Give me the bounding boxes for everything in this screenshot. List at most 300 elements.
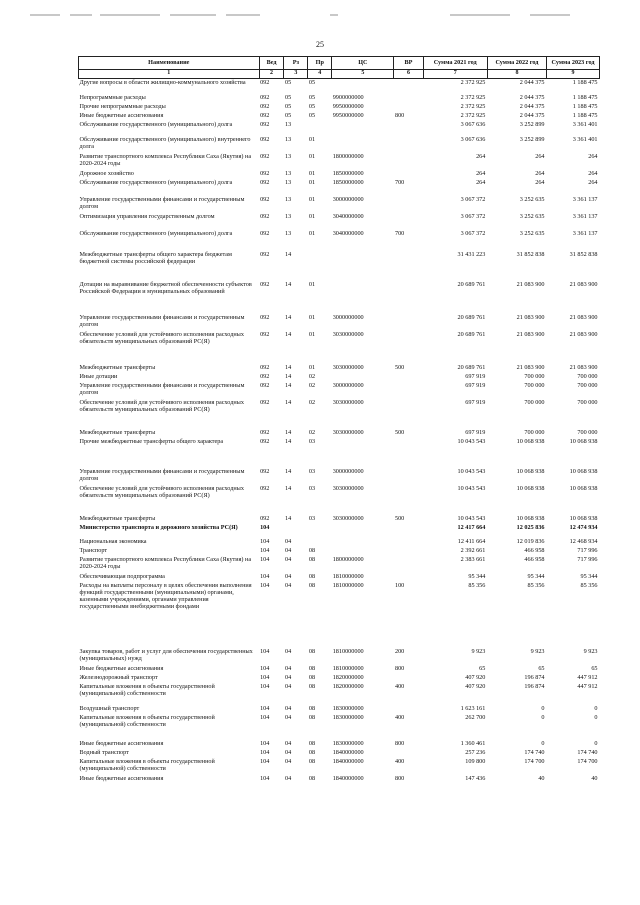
- table-cell-sum-2022: 2 044 375: [519, 79, 545, 86]
- table-cell-cs: 3030000000: [332, 330, 364, 338]
- table-cell-ved: 092: [260, 428, 270, 436]
- table-cell-sum-2022: 0: [541, 739, 545, 747]
- table-cell-name: Министерство транспорта и дорожного хозяйства РС(Я): [79, 523, 238, 531]
- table-cell-pr: [308, 251, 332, 281]
- table-cell-sum-2023: 3 361 401: [572, 135, 598, 143]
- table-cell-cs: [332, 136, 394, 153]
- table-cell-cs: 9950000000: [332, 102, 364, 110]
- table-cell-sum-2021: 3 067 636: [460, 120, 486, 128]
- table-cell-sum-2021: 9 923: [471, 647, 486, 655]
- column-number: 3: [284, 70, 308, 79]
- table-cell-cs: 3000000000: [332, 467, 364, 475]
- table-cell-sum-2023: 0: [594, 739, 598, 747]
- table-cell-rz: 13: [284, 195, 292, 203]
- column-number: 2: [259, 70, 284, 79]
- table-cell-rz: 14: [284, 381, 292, 389]
- table-cell-rz: 04: [284, 664, 292, 672]
- table-cell-pr: 08: [308, 757, 316, 765]
- table-cell-sum-2022: 12 025 836: [516, 523, 545, 531]
- table-cell-rz: 04: [284, 647, 292, 655]
- table-cell-sum-2022: 2 044 375: [519, 93, 545, 101]
- table-cell-rz: 14: [284, 467, 292, 475]
- table-cell-sum-2021: 10 043 543: [457, 437, 486, 445]
- table-cell-sum-2021: 1 623 161: [460, 704, 486, 712]
- table-cell-vr: 700: [394, 229, 405, 237]
- table-cell-pr: 05: [308, 93, 316, 101]
- table-cell-pr: 03: [308, 514, 316, 522]
- table-row: [79, 665, 600, 674]
- table-cell-vr: 400: [394, 682, 405, 690]
- table-cell-pr: 01: [308, 178, 316, 186]
- table-cell-sum-2022: 264: [535, 169, 545, 177]
- table-cell-name: Капитальные вложения в объекты государственной (муниципальной) собственности: [79, 713, 215, 728]
- table-cell-sum-2023: 65: [591, 664, 598, 672]
- column-number: 4: [308, 70, 332, 79]
- table-cell-ved: 104: [260, 774, 270, 782]
- header-cs: ЦС: [332, 57, 394, 70]
- table-cell-name: Межбюджетные трансферты: [79, 514, 156, 522]
- table-cell-sum-2023: 3 361 137: [572, 229, 598, 237]
- table-cell-cs: 3000000000: [332, 381, 364, 389]
- table-cell-sum-2023: 95 344: [580, 572, 598, 580]
- table-cell-rz: 04: [284, 546, 292, 554]
- table-cell-ved: 104: [260, 739, 270, 747]
- table-cell-ved: 104: [260, 546, 270, 554]
- table-cell-ved: 092: [260, 330, 270, 338]
- table-cell-pr: 08: [308, 555, 316, 563]
- table-cell-vr: [394, 573, 423, 582]
- table-cell-vr: [394, 251, 423, 281]
- table-cell-ved: 092: [260, 195, 270, 203]
- table-cell-sum-2021: 31 431 223: [457, 250, 486, 258]
- table-cell-sum-2021: 2 383 661: [460, 555, 486, 563]
- budget-table: [78, 56, 600, 791]
- table-cell-rz: 04: [284, 713, 292, 721]
- table-cell-sum-2022: 9 923: [530, 647, 545, 655]
- table-cell-sum-2022: 700 000: [524, 381, 545, 389]
- table-cell-ved: 104: [260, 523, 270, 531]
- table-cell-sum-2022: 700 000: [524, 372, 545, 380]
- table-cell-sum-2022: 700 000: [524, 398, 545, 406]
- table-cell-sum-2022: 10 068 938: [516, 514, 545, 522]
- table-cell-sum-2022: 700 000: [524, 428, 545, 436]
- table-cell-cs: 3000000000: [332, 313, 364, 321]
- table-cell-sum-2021: 697 919: [465, 381, 486, 389]
- table-cell-sum-2022: 196 874: [524, 673, 545, 681]
- table-cell-sum-2022: 3 252 899: [519, 135, 545, 143]
- table-row: [79, 153, 600, 170]
- table-cell-pr: 01: [308, 280, 316, 288]
- table-cell-pr: 08: [308, 704, 316, 712]
- table-cell-name: Управление государственными финансами и государственным долгом: [79, 195, 245, 210]
- table-cell-sum-2023: 700 000: [577, 381, 598, 389]
- table-cell-name: Капитальные вложения в объекты государственной (муниципальной) собственности: [79, 757, 215, 772]
- table-row: [79, 573, 600, 582]
- table-cell-pr: 08: [308, 581, 316, 589]
- table-row: [79, 749, 600, 758]
- table-cell-cs: 3030000000: [332, 484, 364, 492]
- table-cell-cs: [332, 438, 394, 468]
- table-cell-vr: [394, 399, 423, 429]
- table-cell-pr: 08: [308, 748, 316, 756]
- table-cell-name: Иные бюджетные ассигнования: [79, 664, 164, 672]
- table-cell-vr: [394, 121, 423, 136]
- table-cell-rz: 14: [284, 484, 292, 492]
- table-cell-cs: [332, 251, 394, 281]
- table-cell-sum-2023: 40: [591, 774, 598, 782]
- table-cell-vr: [394, 382, 423, 399]
- table-cell-vr: 800: [394, 739, 405, 747]
- table-cell-rz: 04: [284, 682, 292, 690]
- table-cell-name: Обслуживание государственного (муниципального) долга: [79, 229, 233, 237]
- table-row: [79, 364, 600, 373]
- table-cell-cs: 3030000000: [332, 398, 364, 406]
- table-cell-pr: [308, 538, 332, 547]
- table-cell-sum-2021: 10 043 543: [457, 467, 486, 475]
- table-cell-cs: 1810000000: [332, 664, 364, 672]
- table-cell-vr: 800: [394, 664, 405, 672]
- table-row: [79, 112, 600, 121]
- table-cell-sum-2023: 700 000: [577, 428, 598, 436]
- table-cell-cs: [332, 121, 394, 136]
- table-cell-cs: [332, 524, 394, 538]
- table-body: [79, 79, 600, 791]
- table-cell-pr: 01: [308, 195, 316, 203]
- table-row: [79, 648, 600, 665]
- table-cell-cs: 1830000000: [332, 704, 364, 712]
- table-cell-pr: 01: [308, 135, 316, 143]
- header-sum-2023: Сумма 2023 год: [547, 57, 600, 70]
- table-cell-ved: 092: [260, 363, 270, 371]
- table-cell-sum-2022: 174 740: [524, 748, 545, 756]
- table-cell-sum-2023: 85 356: [580, 581, 598, 589]
- table-cell-cs: 1830000000: [332, 739, 364, 747]
- table-cell-cs: 1820000000: [332, 682, 364, 690]
- table-cell-name: Межбюджетные трансферты общего характера бюджетам бюджетной системы российской федерации: [79, 250, 232, 265]
- table-cell-rz: 13: [284, 120, 292, 128]
- table-cell-sum-2021: 264: [476, 178, 486, 186]
- table-cell-name: Обслуживание государственного (муниципального) долга: [79, 178, 233, 186]
- table-cell-ved: 092: [260, 514, 270, 522]
- table-cell-sum-2022: 21 083 900: [516, 313, 545, 321]
- table-cell-sum-2021: 147 436: [465, 774, 486, 782]
- table-row: [79, 438, 600, 468]
- table-cell-sum-2021: 2 372 925: [460, 102, 486, 110]
- table-cell-name: Дорожное хозяйство: [79, 169, 134, 177]
- table-cell-cs: 1830000000: [332, 713, 364, 721]
- table-row: [79, 179, 600, 196]
- table-cell-sum-2022: 174 700: [524, 757, 545, 765]
- table-cell-ved: 104: [260, 704, 270, 712]
- table-cell-ved: 104: [260, 713, 270, 721]
- table-row: [79, 196, 600, 213]
- table-cell-sum-2021: 3 067 372: [460, 212, 486, 220]
- table-row: [79, 429, 600, 438]
- table-row: [79, 683, 600, 705]
- table-cell-name: Обеспечение условий для устойчивого исполнения расходных обязательств муниципальных образований РС(Я): [79, 330, 244, 345]
- table-cell-sum-2021: 264: [476, 152, 486, 160]
- table-cell-pr: 01: [308, 330, 316, 338]
- table-cell-cs: [332, 281, 394, 314]
- table-row: [79, 547, 600, 556]
- table-cell-rz: [284, 524, 308, 538]
- table-header-row: [79, 57, 600, 70]
- table-cell-sum-2023: 717 996: [577, 546, 598, 554]
- table-cell-sum-2021: 10 043 543: [457, 484, 486, 492]
- table-cell-name: Закупка товаров, работ и услуг для обеспечения государственных (муниципальных) нужд: [79, 647, 253, 662]
- table-cell-rz: 14: [284, 330, 292, 338]
- table-cell-ved: 104: [260, 581, 270, 589]
- table-cell-vr: [394, 438, 423, 468]
- page-number: 25: [316, 40, 324, 49]
- table-row: [79, 775, 600, 791]
- header-sum-2022: Сумма 2022 год: [487, 57, 546, 70]
- table-cell-sum-2023: 10 068 938: [569, 514, 598, 522]
- table-cell-sum-2021: 20 689 761: [457, 330, 486, 338]
- table-cell-sum-2023: 12 474 934: [569, 523, 598, 531]
- table-cell-vr: [394, 468, 423, 485]
- table-cell-name: Железнодорожный транспорт: [79, 673, 158, 681]
- table-cell-sum-2022: 31 852 838: [516, 250, 545, 258]
- table-cell-ved: 092: [260, 135, 270, 143]
- table-cell-name: Непрограммные расходы: [79, 93, 146, 101]
- table-cell-rz: 05: [284, 93, 292, 101]
- table-row: [79, 121, 600, 136]
- table-cell-pr: 01: [308, 363, 316, 371]
- table-cell-sum-2023: 447 912: [577, 673, 598, 681]
- table-cell-sum-2023: 264: [588, 178, 598, 186]
- header-name: Наименование: [79, 57, 260, 70]
- table-cell-vr: 500: [394, 363, 405, 371]
- table-cell-pr: 08: [308, 739, 316, 747]
- table-row: [79, 230, 600, 251]
- table-cell-cs: 1840000000: [332, 757, 364, 765]
- table-cell-sum-2023: 174 740: [577, 748, 598, 756]
- table-cell-cs: 1850000000: [332, 169, 364, 177]
- table-cell-cs: 1840000000: [332, 774, 364, 782]
- table-cell-sum-2023: 0: [594, 713, 598, 721]
- table-row: [79, 485, 600, 515]
- table-cell-sum-2023: 700 000: [577, 372, 598, 380]
- table-cell-sum-2021: 10 043 543: [457, 514, 486, 522]
- table-row: [79, 281, 600, 314]
- table-cell-cs: [332, 79, 394, 94]
- table-cell-sum-2021: 407 920: [465, 682, 486, 690]
- table-cell-vr: [394, 79, 423, 94]
- table-cell-ved: 092: [260, 79, 270, 86]
- table-cell-ved: 092: [260, 102, 270, 110]
- table-cell-vr: 800: [394, 774, 405, 782]
- table-row: [79, 399, 600, 429]
- table-cell-name: Водный транспорт: [79, 748, 129, 756]
- table-cell-cs: 1810000000: [332, 581, 364, 589]
- table-cell-cs: [332, 373, 394, 382]
- table-cell-cs: 1800000000: [332, 555, 364, 563]
- table-cell-rz: 14: [284, 398, 292, 406]
- table-cell-sum-2021: 3 067 372: [460, 195, 486, 203]
- table-cell-name: Развитие транспортного комплекса Республики Саха (Якутия) на 2020-2024 годы: [79, 152, 252, 167]
- table-cell-ved: 104: [260, 572, 270, 580]
- table-row: [79, 582, 600, 648]
- table-cell-sum-2021: 3 067 636: [460, 135, 486, 143]
- table-cell-sum-2023: 21 083 900: [569, 280, 598, 288]
- table-cell-sum-2022: 21 083 900: [516, 280, 545, 288]
- table-cell-rz: 13: [284, 169, 292, 177]
- table-cell-ved: 092: [260, 212, 270, 220]
- table-cell-vr: [394, 196, 423, 213]
- table-cell-vr: 800: [394, 111, 405, 119]
- header-ved: Вед: [259, 57, 284, 70]
- table-cell-ved: 092: [260, 152, 270, 160]
- table-cell-pr: 01: [308, 229, 316, 237]
- table-cell-sum-2022: 3 252 899: [519, 120, 545, 128]
- table-cell-pr: 08: [308, 682, 316, 690]
- table-row: [79, 714, 600, 740]
- table-cell-pr: 08: [308, 546, 316, 554]
- table-cell-cs: 3030000000: [332, 363, 364, 371]
- table-cell-ved: 092: [260, 313, 270, 321]
- table-cell-sum-2023: 447 912: [577, 682, 598, 690]
- table-cell-pr: 03: [308, 437, 316, 445]
- table-cell-sum-2021: 2 372 925: [460, 93, 486, 101]
- table-cell-sum-2022: 3 252 635: [519, 229, 545, 237]
- table-cell-rz: 04: [284, 774, 292, 782]
- table-cell-sum-2021: 2 372 925: [460, 111, 486, 119]
- table-cell-name: Иные бюджетные ассигнования: [79, 739, 164, 747]
- table-cell-sum-2022: 2 044 375: [519, 102, 545, 110]
- table-cell-vr: 500: [394, 428, 405, 436]
- table-cell-sum-2022: 264: [535, 152, 545, 160]
- table-cell-sum-2022: 0: [541, 704, 545, 712]
- table-cell-ved: 092: [260, 398, 270, 406]
- table-cell-ved: 092: [260, 250, 270, 258]
- table-cell-sum-2021: 3 067 372: [460, 229, 486, 237]
- table-cell-pr: 03: [308, 467, 316, 475]
- table-cell-rz: 05: [284, 102, 292, 110]
- table-cell-sum-2022: 466 958: [524, 546, 545, 554]
- table-cell-name: Межбюджетные трансферты: [79, 363, 156, 371]
- table-cell-ved: 092: [260, 229, 270, 237]
- table-cell-pr: 08: [308, 572, 316, 580]
- table-row: [79, 170, 600, 179]
- table-cell-ved: 092: [260, 467, 270, 475]
- table-cell-pr: [308, 524, 332, 538]
- table-cell-name: Межбюджетные трансферты: [79, 428, 156, 436]
- table-cell-vr: 400: [394, 757, 405, 765]
- table-cell-vr: [394, 170, 423, 179]
- table-row: [79, 94, 600, 103]
- table-row: [79, 79, 600, 94]
- table-cell-rz: 13: [284, 229, 292, 237]
- table-cell-sum-2022: 264: [535, 178, 545, 186]
- column-number-row: [79, 70, 600, 79]
- table-cell-cs: 3040000000: [332, 212, 364, 220]
- table-cell-name: Обеспечивающая подпрограмма: [79, 572, 165, 580]
- table-cell-name: Дотации на выравнивание бюджетной обеспеченности субъектов Российской Федерации и муниципальных образований: [79, 280, 252, 295]
- table-cell-name: Воздушный транспорт: [79, 704, 140, 712]
- table-row: [79, 758, 600, 775]
- table-row: [79, 251, 600, 281]
- table-cell-vr: [394, 556, 423, 573]
- table-cell-vr: [394, 524, 423, 538]
- table-cell-name: Прочие межбюджетные трансферты общего характера: [79, 437, 224, 445]
- table-cell-sum-2021: 95 344: [468, 572, 486, 580]
- table-cell-ved: 092: [260, 437, 270, 445]
- table-row: [79, 468, 600, 485]
- table-cell-rz: 14: [284, 372, 292, 380]
- table-cell-ved: 104: [260, 647, 270, 655]
- table-cell-pr: [308, 121, 332, 136]
- table-cell-cs: 3030000000: [332, 514, 364, 522]
- table-cell-sum-2022: 3 252 635: [519, 195, 545, 203]
- table-cell-vr: 200: [394, 647, 405, 655]
- table-row: [79, 103, 600, 112]
- table-cell-vr: 100: [394, 581, 405, 589]
- table-cell-pr: 08: [308, 664, 316, 672]
- table-cell-rz: 14: [284, 437, 292, 445]
- table-cell-rz: 14: [284, 280, 292, 288]
- table-cell-sum-2021: 20 689 761: [457, 363, 486, 371]
- table-cell-vr: 500: [394, 514, 405, 522]
- table-cell-name: Управление государственными финансами и государственным долгом: [79, 313, 245, 328]
- table-cell-sum-2022: 466 958: [524, 555, 545, 563]
- table-row: [79, 538, 600, 547]
- table-cell-sum-2021: 12 417 664: [457, 523, 486, 531]
- table-cell-vr: [394, 705, 423, 714]
- table-cell-sum-2021: 697 919: [465, 372, 486, 380]
- table-cell-cs: 9950000000: [332, 111, 364, 119]
- table-cell-rz: 04: [284, 555, 292, 563]
- table-row: [79, 515, 600, 524]
- header-sum-2021: Сумма 2021 год: [423, 57, 487, 70]
- table-cell-sum-2021: 264: [476, 169, 486, 177]
- table-cell-vr: [394, 103, 423, 112]
- table-cell-sum-2023: 21 083 900: [569, 313, 598, 321]
- table-cell-rz: 04: [284, 537, 292, 545]
- table-cell-rz: 05: [284, 111, 292, 119]
- table-cell-name: Обслуживание государственного (муниципального) долга: [79, 120, 233, 128]
- table-cell-rz: 13: [284, 152, 292, 160]
- table-cell-vr: [394, 314, 423, 331]
- table-cell-sum-2023: 264: [588, 152, 598, 160]
- table-cell-sum-2022: 2 044 375: [519, 111, 545, 119]
- table-cell-sum-2023: 700 000: [577, 398, 598, 406]
- table-cell-sum-2023: 10 068 938: [569, 484, 598, 492]
- table-cell-ved: 104: [260, 537, 270, 545]
- table-cell-sum-2023: 1 188 475: [572, 79, 598, 86]
- table-cell-sum-2023: 1 188 475: [572, 93, 598, 101]
- table-cell-name: Обеспечение условий для устойчивого исполнения расходных обязательств муниципальных образований РС(Я): [79, 484, 244, 499]
- table-row: [79, 705, 600, 714]
- table-row: [79, 382, 600, 399]
- table-row: [79, 373, 600, 382]
- table-cell-pr: 01: [308, 152, 316, 160]
- table-cell-sum-2023: 21 083 900: [569, 363, 598, 371]
- table-cell-pr: 02: [308, 428, 316, 436]
- table-cell-pr: 01: [308, 212, 316, 220]
- header-vr: ВР: [394, 57, 423, 70]
- column-number: 1: [79, 70, 260, 79]
- table-cell-name: Развитие транспортного комплекса Республики Саха (Якутия) на 2020-2024 годы: [79, 555, 252, 570]
- table-cell-rz: 14: [284, 514, 292, 522]
- table-cell-ved: 092: [260, 381, 270, 389]
- table-cell-pr: 08: [308, 713, 316, 721]
- table-cell-rz: 05: [284, 79, 292, 86]
- column-number: 7: [423, 70, 487, 79]
- table-cell-sum-2022: 10 068 938: [516, 437, 545, 445]
- table-cell-sum-2021: 20 689 761: [457, 280, 486, 288]
- table-cell-cs: 1810000000: [332, 572, 364, 580]
